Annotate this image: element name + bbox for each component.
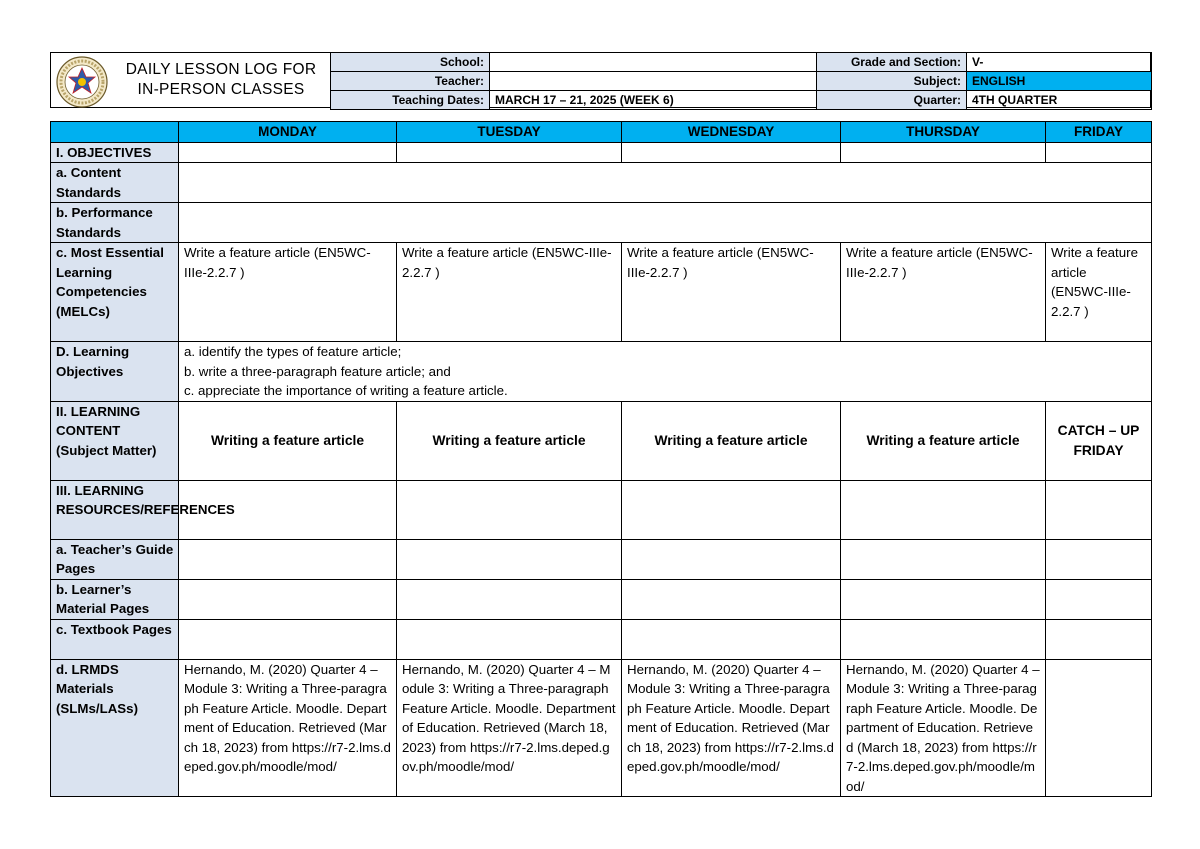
title-line-1: DAILY LESSON LOG FOR — [125, 61, 317, 78]
topic-cell-friday[interactable]: CATCH – UP FRIDAY — [1046, 401, 1152, 480]
teacher-field[interactable] — [490, 72, 817, 91]
row-label-learning-resources: III. LEARNING RESOURCES/REFERENCES — [51, 480, 179, 539]
table-cell[interactable] — [179, 579, 397, 619]
table-cell[interactable] — [397, 480, 622, 539]
table-cell[interactable] — [622, 539, 841, 579]
lrmds-cell-friday[interactable] — [1046, 659, 1152, 796]
table-cell[interactable] — [841, 579, 1046, 619]
teaching-dates-label: Teaching Dates: — [331, 91, 490, 110]
quarter-label: Quarter: — [817, 91, 967, 110]
lrmds-text: Hernando, M. (2020) Quarter 4 – Module 3: Writing a Three-paragraph Feature Article. Moodle. Department of Education. Retrieved (March 18, 2023) from https://r7-2.lms.deped.gov.ph/moodle/mod/ — [402, 661, 616, 774]
table-cell[interactable] — [841, 619, 1046, 659]
table-cell[interactable] — [1046, 579, 1152, 619]
table-cell[interactable] — [179, 539, 397, 579]
table-cell[interactable] — [1046, 142, 1152, 163]
day-header-thursday: THURSDAY — [841, 122, 1046, 143]
topic-cell-thursday[interactable]: Writing a feature article — [841, 401, 1046, 480]
table-cell[interactable] — [622, 142, 841, 163]
grade-section-field[interactable]: V- — [967, 53, 1152, 72]
lrmds-cell-wednesday[interactable] — [622, 659, 841, 796]
table-cell[interactable] — [1046, 619, 1152, 659]
lesson-log-table — [50, 121, 1152, 797]
lrmds-text: Hernando, M. (2020) Quarter 4 – Module 3: Writing a Three-paragraph Feature Article. Moodle. Department of Education. Retrieved (March 18, 2023) from https://r7-2.lms.deped.gov.ph/moodle/mod/ — [184, 661, 391, 774]
teacher-label: Teacher: — [331, 72, 490, 91]
row-label-learning-objectives: D. Learning Objectives — [51, 342, 179, 402]
info-table — [330, 52, 1152, 110]
learning-objectives-cell[interactable] — [179, 342, 1152, 402]
lrmds-text: Hernando, M. (2020) Quarter 4 – Module 3: Writing a Three-paragraph Feature Article. Moodle. Department of Education. Retrieved (March 18, 2023) from https://r7-2.lms.deped.gov.ph/moodle/mod/ — [846, 661, 1040, 794]
melc-cell-friday[interactable]: Write a feature article (EN5WC-IIIe-2.2.7 ) — [1046, 243, 1152, 342]
table-cell[interactable] — [397, 619, 622, 659]
grade-section-label: Grade and Section: — [817, 53, 967, 72]
objective-item: c. appreciate the importance of writing a feature article. — [184, 383, 508, 398]
topic-cell-monday[interactable]: Writing a feature article — [179, 401, 397, 480]
day-header-tuesday: TUESDAY — [397, 122, 622, 143]
content-standards-cell[interactable] — [179, 163, 1152, 203]
table-cell[interactable] — [179, 619, 397, 659]
row-label-melcs: c. Most Essential Learning Competencies (MELCs) — [51, 243, 179, 342]
quarter-field[interactable]: 4TH QUARTER — [967, 91, 1152, 110]
row-label-textbook: c. Textbook Pages — [51, 619, 179, 659]
row-label-lrmds — [51, 659, 179, 796]
lrmds-cell-monday[interactable] — [179, 659, 397, 796]
lrmds-cell-thursday[interactable] — [841, 659, 1046, 796]
row-label-performance-standards: b. Performance Standards — [51, 203, 179, 243]
melc-cell-wednesday[interactable]: Write a feature article (EN5WC-IIIe-2.2.7 ) — [622, 243, 841, 342]
subject-field[interactable]: ENGLISH — [967, 72, 1152, 91]
objective-item: b. write a three-paragraph feature article; and — [184, 363, 451, 379]
table-cell[interactable] — [397, 579, 622, 619]
row-label-teachers-guide: a. Teacher’s Guide Pages — [51, 539, 179, 579]
topic-cell-tuesday[interactable]: Writing a feature article — [397, 401, 622, 480]
table-cell[interactable] — [397, 539, 622, 579]
table-cell[interactable] — [841, 539, 1046, 579]
corner-header — [51, 122, 179, 143]
lrmds-label-text: d. LRMDS Materials (SLMs/LASs) — [56, 661, 139, 716]
melc-cell-tuesday[interactable]: Write a feature article (EN5WC-IIIe-2.2.7 ) — [397, 243, 622, 342]
table-cell[interactable] — [622, 480, 841, 539]
title-line-2: IN-PERSON CLASSES — [137, 81, 305, 98]
day-header-friday: FRIDAY — [1046, 122, 1152, 143]
melc-cell-monday[interactable]: Write a feature article (EN5WC-IIIe-2.2.7 ) — [179, 243, 397, 342]
performance-standards-cell[interactable] — [179, 203, 1152, 243]
lrmds-cell-tuesday[interactable] — [397, 659, 622, 796]
table-cell[interactable] — [841, 480, 1046, 539]
school-label: School: — [331, 53, 490, 72]
objective-item: a. identify the types of feature article; — [184, 344, 402, 359]
table-cell[interactable] — [841, 142, 1046, 163]
teaching-dates-field[interactable]: MARCH 17 – 21, 2025 (WEEK 6) — [490, 91, 817, 110]
table-cell[interactable] — [1046, 480, 1152, 539]
day-header-monday: MONDAY — [179, 122, 397, 143]
row-label-learning-content: II. LEARNING CONTENT (Subject Matter) — [51, 401, 179, 480]
table-cell[interactable] — [622, 579, 841, 619]
school-field[interactable] — [490, 53, 817, 72]
table-cell[interactable] — [179, 142, 397, 163]
subject-label: Subject: — [817, 72, 967, 91]
deped-seal-icon — [55, 55, 109, 109]
row-label-objectives: I. OBJECTIVES — [51, 142, 179, 163]
table-cell[interactable] — [397, 142, 622, 163]
melc-cell-thursday[interactable]: Write a feature article (EN5WC-IIIe-2.2.7 ) — [841, 243, 1046, 342]
document-title — [112, 54, 330, 106]
lrmds-text — [1051, 660, 1146, 796]
table-cell[interactable] — [622, 619, 841, 659]
row-label-learners-material: b. Learner’s Material Pages — [51, 579, 179, 619]
topic-cell-wednesday[interactable]: Writing a feature article — [622, 401, 841, 480]
day-header-wednesday: WEDNESDAY — [622, 122, 841, 143]
table-cell[interactable] — [1046, 539, 1152, 579]
row-label-content-standards: a. Content Standards — [51, 163, 179, 203]
lrmds-text: Hernando, M. (2020) Quarter 4 – Module 3: Writing a Three-paragraph Feature Article. Moodle. Department of Education. Retrieved (March 18, 2023) from https://r7-2.lms.deped.gov.ph/moodle/mod/ — [627, 661, 834, 774]
